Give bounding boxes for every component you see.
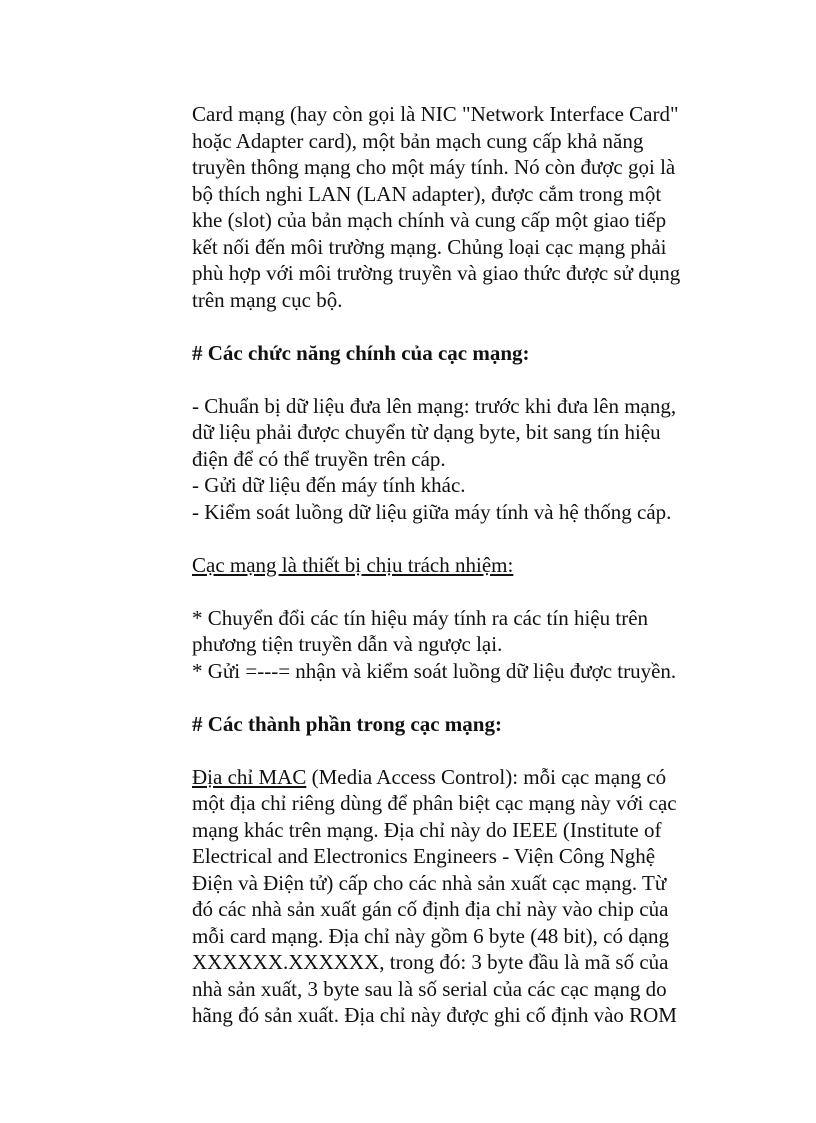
spacer xyxy=(192,366,702,393)
functions-list xyxy=(192,393,702,526)
text-line: nhà sản xuất, 3 byte sau là số serial của các cạc mạng do xyxy=(192,976,667,1001)
text-line: điện để có thể truyền trên cáp. xyxy=(192,446,446,471)
text-line: phù hợp với môi trường truyền và giao thức được sử dụng xyxy=(192,261,681,285)
text-line: - Kiểm soát luồng dữ liệu giữa máy tính và hệ thống cáp. xyxy=(192,499,672,524)
text-line: - Chuẩn bị dữ liệu đưa lên mạng: trước khi đưa lên mạng, xyxy=(192,393,677,418)
spacer xyxy=(192,684,702,711)
text-line: trên mạng cục bộ. xyxy=(192,287,343,312)
responsibility-title-block xyxy=(192,552,702,579)
components-heading: # Các thành phần trong cạc mạng: xyxy=(192,711,502,736)
document-page xyxy=(192,101,702,1029)
text-line: mạng khác trên mạng. Địa chỉ này do IEEE (Institute of xyxy=(192,817,662,842)
spacer xyxy=(192,737,702,764)
text-line: phương tiện truyền dẫn và ngược lại. xyxy=(192,632,503,656)
mac-first-line-rest: (Media Access Control): mỗi cạc mạng có xyxy=(306,764,667,789)
text-line: Electrical and Electronics Engineers - Viện Công Nghệ xyxy=(192,844,656,868)
functions-heading: # Các chức năng chính của cạc mạng: xyxy=(192,340,530,365)
text-line: XXXXXX.XXXXXX, trong đó: 3 byte đầu là mã số của xyxy=(192,950,669,974)
text-line: mỗi card mạng. Địa chỉ này gồm 6 byte (48 bit), có dạng xyxy=(192,923,670,948)
spacer xyxy=(192,578,702,605)
text-line: khe (slot) của bản mạch chính và cung cấp một giao tiếp xyxy=(192,208,667,232)
text-line: đó các nhà sản xuất gán cố định địa chỉ này vào chip của xyxy=(192,897,669,921)
mac-term: Địa chỉ MAC xyxy=(192,764,307,789)
text-line: hoặc Adapter card), một bản mạch cung cấp khả năng xyxy=(192,128,644,153)
text-line: truyền thông mạng cho một máy tính. Nó còn được gọi là xyxy=(192,155,676,179)
text-line: * Gửi =---= nhận và kiểm soát luồng dữ liệu được truyền. xyxy=(192,658,677,683)
text-line: - Gửi dữ liệu đến máy tính khác. xyxy=(192,473,466,497)
text-line: Điện và Điện tử) cấp cho các nhà sản xuất cạc mạng. Từ xyxy=(192,870,667,895)
intro-paragraph xyxy=(192,101,702,313)
text-line: Card mạng (hay còn gọi là NIC "Network Interface Card" xyxy=(192,102,679,126)
mac-paragraph xyxy=(192,764,702,1029)
text-line: bộ thích nghi LAN (LAN adapter), được cắm trong một xyxy=(192,181,662,206)
spacer xyxy=(192,313,702,340)
text-line: một địa chỉ riêng dùng để phân biệt cạc mạng này với cạc xyxy=(192,791,677,815)
mac-first-line xyxy=(192,764,702,791)
responsibility-list xyxy=(192,605,702,685)
responsibility-title: Cạc mạng là thiết bị chịu trách nhiệm: xyxy=(192,552,514,577)
text-line: dữ liệu phải được chuyển từ dạng byte, bit sang tín hiệu xyxy=(192,420,661,444)
text-line: hãng đó sản xuất. Địa chỉ này được ghi cố định vào ROM xyxy=(192,1003,677,1027)
spacer xyxy=(192,525,702,552)
text-line: kết nối đến môi trường mạng. Chủng loại cạc mạng phải xyxy=(192,234,667,259)
text-line: * Chuyển đổi các tín hiệu máy tính ra các tín hiệu trên xyxy=(192,605,649,630)
